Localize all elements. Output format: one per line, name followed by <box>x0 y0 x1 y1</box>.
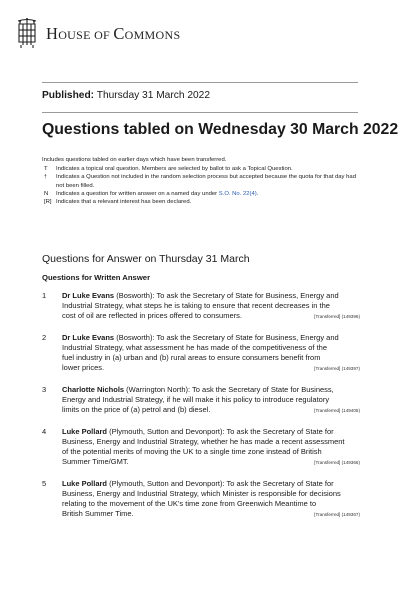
question-reference: [Transferred] (149397) <box>314 366 360 372</box>
question-number: 1 <box>42 291 47 300</box>
house-of-commons-wordmark: HOUSE OF COMMONS <box>46 24 181 43</box>
question-number: 5 <box>42 478 47 488</box>
top-divider <box>42 82 358 83</box>
legend-key: [R] <box>44 199 52 206</box>
legend-item-named-day: N Indicates a question for written answer on a named day under S.O. No. 22(4). <box>44 190 259 197</box>
member-name: Luke Pollard <box>62 478 108 488</box>
legend-text: Indicates a topical oral question. Members are selected by ballot to ask a Topical Question. <box>56 166 293 172</box>
question-reference: [Transferred] (149366) <box>314 460 360 465</box>
section-title: Questions for Answer on Thursday 31 March <box>42 253 250 265</box>
portcullis-icon <box>16 18 38 50</box>
constituency: (Plymouth, Sutton and Devonport): <box>107 426 227 436</box>
question-list <box>42 291 360 531</box>
intro-text: Includes questions tabled on earlier days which have been transferred. <box>42 157 227 163</box>
legend-key: T <box>44 166 48 172</box>
legend-item-topical <box>42 165 362 173</box>
constituency: (Bosworth): <box>114 291 157 300</box>
legend-item-dagger <box>42 173 362 190</box>
page-title: Questions tabled on Wednesday 30 March 2022 <box>42 121 399 138</box>
house-of-commons-header <box>16 14 180 54</box>
question-item: 2 Dr Luke Evans (Bosworth): To ask the Secretary of State for Business, Energy and Industrial Strategy, what assessment he has made of the competitiveness of the fuel industry in (a) urban and (b) rural areas to ensure consumers benefit from lower prices. [Transferred] (149397) <box>42 333 360 374</box>
constituency: (Bosworth): <box>114 332 157 342</box>
published-date: Thursday 31 March 2022 <box>96 90 210 101</box>
question-number: 3 <box>42 384 47 394</box>
question-item: 1 Dr Luke Evans (Bosworth): To ask the Secretary of State for Business, Energy and Industrial Strategy, what steps he is taking to ensure that recent decreases in the cost of oil are reflected in prices offered to consumers. [Transferred] (149396) <box>42 291 360 322</box>
constituency: (Plymouth, Sutton and Devonport): <box>107 478 227 488</box>
question-item: 3 Charlotte Nichols (Warrington North): To ask the Secretary of State for Business, Energy and Industrial Strategy, if he will make it his policy to introduce regulatory limits on the price of (a) petrol and (b) diesel. [Transferred] (149405) <box>42 385 360 416</box>
legend-text: Indicates a question for written answer on a named day under <box>56 190 219 197</box>
legend-key: † <box>44 174 47 181</box>
legend-item-interest <box>42 198 362 206</box>
sub-title: Questions for Written Answer <box>42 273 151 282</box>
constituency: (Warrington North): <box>124 384 193 394</box>
legend-key: N <box>44 190 49 197</box>
legend-text: Indicates that a relevant interest has been declared. <box>56 199 192 206</box>
question-item: 4 Luke Pollard (Plymouth, Sutton and Devonport): To ask the Secretary of State for Business, Energy and Industrial Strategy, whether he has made a recent assessment of the potential merits of moving the UK to a single time zone instead of British Summer Time/GMT. [Transferred] (149366) <box>42 427 360 468</box>
question-reference: [Transferred] (149396) <box>314 314 360 320</box>
published-line <box>42 90 210 101</box>
question-reference: [Transferred] (149367) <box>314 511 360 517</box>
question-number: 4 <box>42 426 47 436</box>
member-name: Dr Luke Evans <box>62 291 115 300</box>
legend-text: Indicates a Question not included in the random selection process but accepted because the quota for that day had not been filled. <box>56 174 356 189</box>
member-name: Dr Luke Evans <box>62 332 115 342</box>
question-reference: [Transferred] (149405) <box>314 408 360 414</box>
question-number: 2 <box>42 332 47 342</box>
legend <box>42 165 362 206</box>
bottom-divider <box>42 112 358 113</box>
member-name: Charlotte Nichols <box>62 384 125 394</box>
standing-order-link[interactable]: S.O. No. 22(4) <box>218 190 257 197</box>
question-item: 5 Luke Pollard (Plymouth, Sutton and Devonport): To ask the Secretary of State for Business, Energy and Industrial Strategy, which Minister is responsible for decisions relating to the movement of the UK’s time zone from Greenwich Meantime to British Summer Time. [Transferred] (149367) <box>42 479 360 520</box>
member-name: Luke Pollard <box>62 426 108 436</box>
published-label: Published: <box>42 90 95 101</box>
